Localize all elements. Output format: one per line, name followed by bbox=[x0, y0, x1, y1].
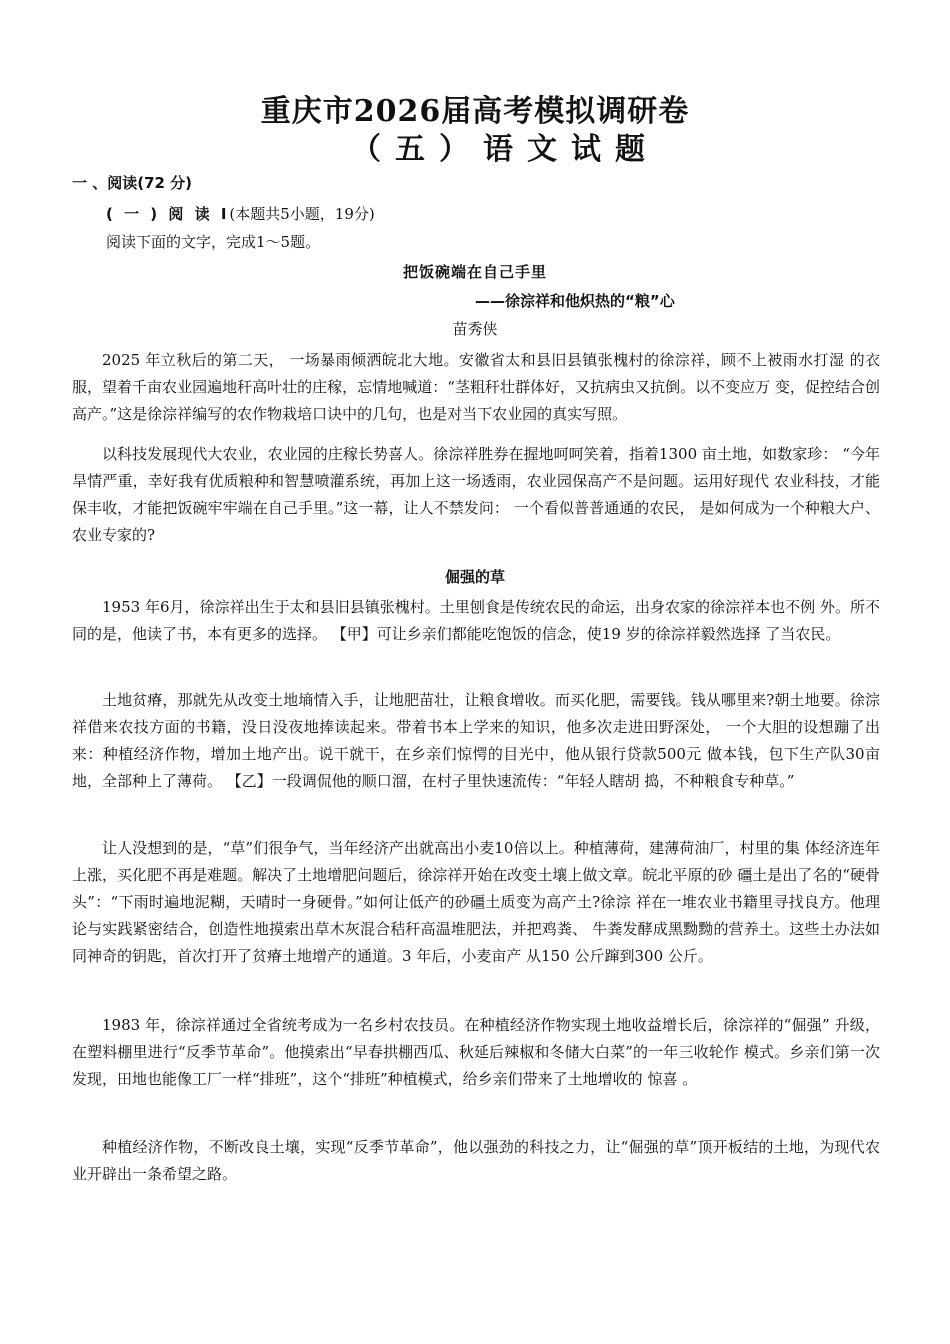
paragraph: 让人没想到的是，“草”们很争气，当年经济产出就高出小麦10倍以上。种植薄荷，建薄荷油厂，村里的集 体经济连年上涨，买化肥不再是难题。解决了土地增肥问题后，徐淙祥开始在改变土壤上做文章。皖北平原的砂 礓土是出了名的“硬骨头”：“下雨时遍地泥糊，天晴时一身硬骨。”如何让低产的砂礓土质变为高产土?徐淙 祥在一堆农业书籍里寻找良方。他理论与实践紧密结合，创造性地摸索出草木灰混合秸秆高温堆肥法，并把鸡粪、 牛粪发酵成黑黝黝的营养土。这些土办法如同神奇的钥匙，首次打开了贫瘠土地增产的通道。3 年后，小麦亩产 从150 公斤蹿到300 公斤。 bbox=[72, 839, 880, 965]
subsection-note: (本题共5小题，19分) bbox=[229, 205, 375, 223]
article-title: 把饭碗端在自己手里 bbox=[402, 263, 547, 281]
subsection-heading bbox=[106, 203, 375, 224]
paragraph: 1953 年6月，徐淙祥出生于太和县旧县镇张槐村。土里刨食是传统农民的命运，出身农家的徐淙祥本也不例 外。所不同的是，他读了书，本有更多的选择。 【甲】可让乡亲们都能吃饱饭的信念，使19 岁的徐淙祥毅然选择 了当农民。 bbox=[72, 598, 880, 643]
paragraph: 土地贫瘠，那就先从改变土地墒情入手，让地肥苗壮，让粮食增收。而买化肥，需要钱。钱从哪里来?朝土地要。徐淙祥借来农技方面的书籍，没日没夜地捧读起来。带着书本上学来的知识，他多次走进田野深处， 一个大胆的设想蹦了出来：种植经济作物，增加土地产出。说干就干，在乡亲们惊愕的目光中，他从银行贷款500元 做本钱，包下生产队30亩地，全部种上了薄荷。 【乙】一段调侃他的顺口溜，在村子里快速流传：“年轻人瞎胡 捣，不种粮食专种草。” bbox=[72, 691, 880, 790]
instruction: 阅读下面的文字，完成1～5题。 bbox=[106, 233, 321, 251]
paragraph: 种植经济作物，不断改良土壤，实现“反季节革命”，他以强劲的科技之力，让“倔强的草”顶开板结的土地，为现代农业开辟出一条希望之路。 bbox=[72, 1138, 880, 1183]
exam-title: 重庆市2026届高考模拟调研卷 bbox=[260, 94, 690, 129]
exam-subtitle: （五）语文试题 bbox=[351, 132, 659, 167]
section-heading: 一 、阅读(72 分) bbox=[72, 174, 193, 192]
paragraph: 2025 年立秋后的第二天， 一场暴雨倾洒皖北大地。安徽省太和县旧县镇张槐村的徐淙祥，顾不上被雨水打湿 的衣服，望着千亩农业园遍地秆高叶壮的庄稼，忘情地喊道：“茎粗秆壮群体好，又抗病虫又抗倒。以不变应万 变，促控结合创高产。”这是徐淙祥编写的农作物栽培口诀中的几句，也是对当下农业园的真实写照。 bbox=[72, 351, 880, 423]
article-subtitle: ——徐淙祥和他炽热的“粮”心 bbox=[475, 292, 675, 310]
article-section-heading: 倔强的草 bbox=[444, 568, 505, 586]
subsection-label: ( 一 ) 阅 读 Ⅰ bbox=[106, 205, 230, 223]
paragraph: 以科技发展现代大农业，农业园的庄稼长势喜人。徐淙祥胜券在握地呵呵笑着，指着1300 亩土地，如数家珍： “今年旱情严重，幸好我有优质粮种和智慧喷灌系统，再加上这一场透雨，农业园保高产不是问题。运用好现代 农业科技，才能保丰收，才能把饭碗牢牢端在自己手里。”这一幕，让人不禁发问： 一个看似普普通通的农民， 是如何成为一个种粮大户、农业专家的? bbox=[72, 445, 880, 544]
article-author: 苗秀侠 bbox=[452, 320, 498, 338]
paragraph: 1983 年，徐淙祥通过全省统考成为一名乡村农技员。在种植经济作物实现土地收益增长后，徐淙祥的“倔强” 升级，在塑料棚里进行“反季节革命”。他摸索出“早春拱棚西瓜、秋延后辣椒和冬储大白菜”的一年三收轮作 模式。乡亲们第一次发现，田地也能像工厂一样“排班”，这个“排班”种植模式，给乡亲们带来了土地增收的 惊喜 。 bbox=[72, 1016, 880, 1088]
